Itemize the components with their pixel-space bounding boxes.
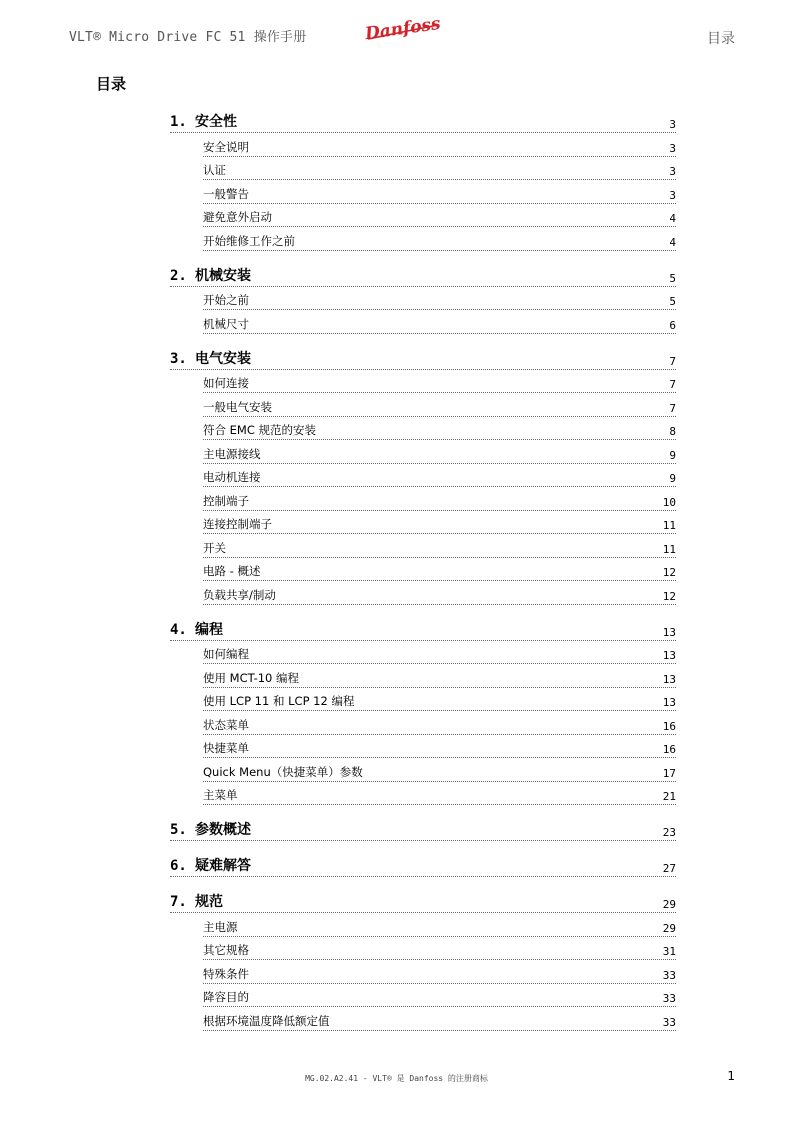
toc-entry-label: 符合 EMC 规范的安装	[203, 423, 317, 437]
toc-entry-label: 机械尺寸	[203, 316, 249, 331]
toc-section-title-text: 安全性	[195, 114, 237, 130]
toc-section	[170, 856, 676, 877]
toc-section-heading[interactable]	[170, 892, 676, 913]
toc-entry[interactable]	[203, 915, 676, 937]
toc-entry-label: 其它规格	[203, 943, 249, 957]
toc-entry[interactable]	[203, 642, 676, 664]
toc-entry[interactable]	[203, 371, 676, 393]
toc-section-heading[interactable]	[170, 112, 676, 133]
toc-section-title	[170, 819, 663, 840]
toc-section-heading[interactable]	[170, 349, 676, 370]
toc-entry-page: 33	[662, 992, 676, 1005]
toc-entry-label: 避免意外启动	[203, 210, 272, 224]
toc-entry[interactable]	[203, 783, 676, 805]
toc-entry-page: 5	[669, 295, 676, 308]
toc-entry-page: 29	[662, 921, 676, 935]
toc-entry[interactable]	[203, 985, 676, 1007]
toc-section-number: 7.	[170, 894, 187, 910]
toc-entry-label: 根据环境温度降低额定值	[203, 1013, 330, 1028]
page-title: 目录	[96, 75, 127, 93]
toc-entry-label: 负载共享/制动	[203, 587, 276, 602]
toc-entry-page: 33	[662, 968, 676, 982]
toc-section-number: 2.	[170, 267, 187, 284]
toc-section-page: 27	[662, 862, 676, 875]
toc-entry[interactable]	[203, 442, 676, 464]
svg-text:Danfoss: Danfoss	[363, 13, 442, 45]
toc-entry-label: 控制端子	[203, 493, 249, 508]
toc-entry-label: 认证	[203, 163, 226, 177]
toc-entry-page: 7	[669, 401, 676, 415]
toc-section-number: 3.	[170, 350, 187, 367]
toc-entry[interactable]	[203, 512, 676, 534]
toc-section-title	[170, 265, 669, 286]
toc-section-number: 4.	[170, 621, 187, 638]
toc-entry-page: 3	[669, 165, 676, 178]
toc-section-title-text: 疑难解答	[195, 858, 251, 874]
toc-section-title	[170, 855, 663, 876]
toc-section-title	[170, 891, 663, 912]
toc-entry-label: 特殊条件	[203, 966, 249, 981]
toc-entry[interactable]	[203, 205, 676, 227]
toc-section-title	[170, 111, 669, 132]
toc-entry[interactable]	[203, 395, 676, 417]
danfoss-logo	[362, 10, 444, 46]
toc-entry[interactable]	[203, 689, 676, 711]
toc-section-title	[170, 348, 669, 369]
toc-section-title-text: 编程	[195, 621, 223, 638]
toc-entry-page: 21	[662, 790, 676, 803]
toc-entry[interactable]	[203, 536, 676, 558]
toc-entry-page: 3	[669, 141, 676, 155]
document-header-title: VLT® Micro Drive FC 51 操作手册	[69, 30, 307, 45]
table-of-contents	[170, 112, 676, 1031]
toc-entry[interactable]	[203, 666, 676, 688]
toc-entry-label: 电路 - 概述	[203, 564, 261, 578]
toc-entry-page: 13	[662, 649, 676, 662]
toc-entry[interactable]	[203, 182, 676, 204]
toc-entry-page: 11	[662, 519, 676, 532]
toc-entry[interactable]	[203, 465, 676, 487]
toc-entry[interactable]	[203, 1009, 676, 1031]
toc-entry-label: 主电源	[203, 919, 238, 934]
toc-entry-page: 9	[669, 448, 676, 462]
toc-entry-label: 使用 MCT-10 编程	[203, 670, 300, 685]
toc-entry-label: 开始之前	[203, 293, 249, 307]
toc-entry-page: 17	[662, 766, 676, 780]
toc-entry[interactable]	[203, 312, 676, 334]
toc-entry-page: 4	[669, 235, 676, 249]
toc-entry[interactable]	[203, 288, 676, 310]
toc-entry-label: 快捷菜单	[203, 741, 249, 755]
page-number: 1	[727, 1069, 735, 1083]
toc-section-page: 23	[662, 826, 676, 839]
toc-entry-page: 4	[669, 212, 676, 225]
toc-entry-page: 16	[662, 719, 676, 733]
toc-entry-page: 12	[662, 589, 676, 603]
toc-entry-label: 开始维修工作之前	[203, 233, 295, 248]
toc-entry-label: 一般警告	[203, 186, 249, 201]
toc-entry-label: Quick Menu（快捷菜单）参数	[203, 764, 363, 779]
toc-entry[interactable]	[203, 713, 676, 735]
toc-section-heading[interactable]	[170, 620, 676, 641]
toc-section-title	[170, 619, 663, 640]
footer-trademark: MG.02.A2.41 - VLT® 是 Danfoss 的注册商标	[305, 1074, 488, 1083]
toc-entry-page: 8	[669, 425, 676, 438]
toc-entry-page: 7	[669, 378, 676, 391]
toc-entry-page: 13	[662, 696, 676, 709]
toc-entry-label: 电动机连接	[203, 470, 261, 484]
toc-section-number: 5.	[170, 822, 187, 838]
toc-entry[interactable]	[203, 938, 676, 960]
toc-section-heading[interactable]	[170, 266, 676, 287]
header-section-label: 目录	[707, 31, 735, 47]
toc-entry-page: 16	[662, 743, 676, 756]
toc-entry[interactable]	[203, 760, 676, 782]
toc-section	[170, 820, 676, 841]
toc-entry[interactable]	[203, 736, 676, 758]
toc-entry-label: 如何连接	[203, 376, 249, 390]
toc-section	[170, 349, 676, 605]
toc-section-title-text: 规范	[195, 894, 223, 910]
toc-section	[170, 620, 676, 806]
toc-section	[170, 892, 676, 1031]
toc-entry-label: 开关	[203, 540, 226, 555]
toc-entry-page: 33	[662, 1015, 676, 1029]
toc-section-page: 13	[662, 625, 676, 639]
toc-section-number: 6.	[170, 858, 187, 874]
toc-entry-label: 主电源接线	[203, 446, 261, 461]
toc-section-title-text: 参数概述	[195, 822, 251, 838]
toc-entry-page: 31	[662, 945, 676, 958]
toc-entry[interactable]	[203, 229, 676, 251]
toc-entry-page: 10	[662, 495, 676, 509]
toc-entry-label: 状态菜单	[203, 717, 249, 732]
toc-entry[interactable]	[203, 418, 676, 440]
toc-entry-label: 使用 LCP 11 和 LCP 12 编程	[203, 694, 355, 708]
toc-entry-label: 一般电气安装	[203, 399, 272, 414]
toc-entry[interactable]	[203, 158, 676, 180]
toc-section-title-text: 电气安装	[195, 350, 251, 367]
toc-section-page: 5	[669, 271, 676, 285]
toc-entry-label: 主菜单	[203, 788, 238, 802]
toc-entry-label: 如何编程	[203, 647, 249, 661]
toc-section-page: 7	[669, 354, 676, 368]
toc-section-title-text: 机械安装	[195, 267, 251, 284]
toc-entry[interactable]	[203, 583, 676, 605]
toc-entry-page: 9	[669, 472, 676, 485]
toc-entry-label: 连接控制端子	[203, 517, 272, 531]
toc-entry-page: 11	[662, 542, 676, 556]
toc-entry-page: 3	[669, 188, 676, 202]
toc-entry-page: 13	[662, 672, 676, 686]
toc-entry-label: 安全说明	[203, 139, 249, 154]
toc-section-heading[interactable]	[170, 856, 676, 877]
toc-section	[170, 112, 676, 251]
toc-entry[interactable]	[203, 489, 676, 511]
toc-entry-page: 12	[662, 566, 676, 579]
toc-section-page: 29	[662, 898, 676, 911]
toc-section	[170, 266, 676, 334]
toc-entry-label: 降容目的	[203, 990, 249, 1004]
toc-section-heading[interactable]	[170, 820, 676, 841]
toc-entry[interactable]	[203, 962, 676, 984]
toc-entry-page: 6	[669, 318, 676, 332]
toc-section-number: 1.	[170, 114, 187, 130]
toc-entry[interactable]	[203, 135, 676, 157]
toc-section-page: 3	[669, 118, 676, 131]
toc-entry[interactable]	[203, 559, 676, 581]
